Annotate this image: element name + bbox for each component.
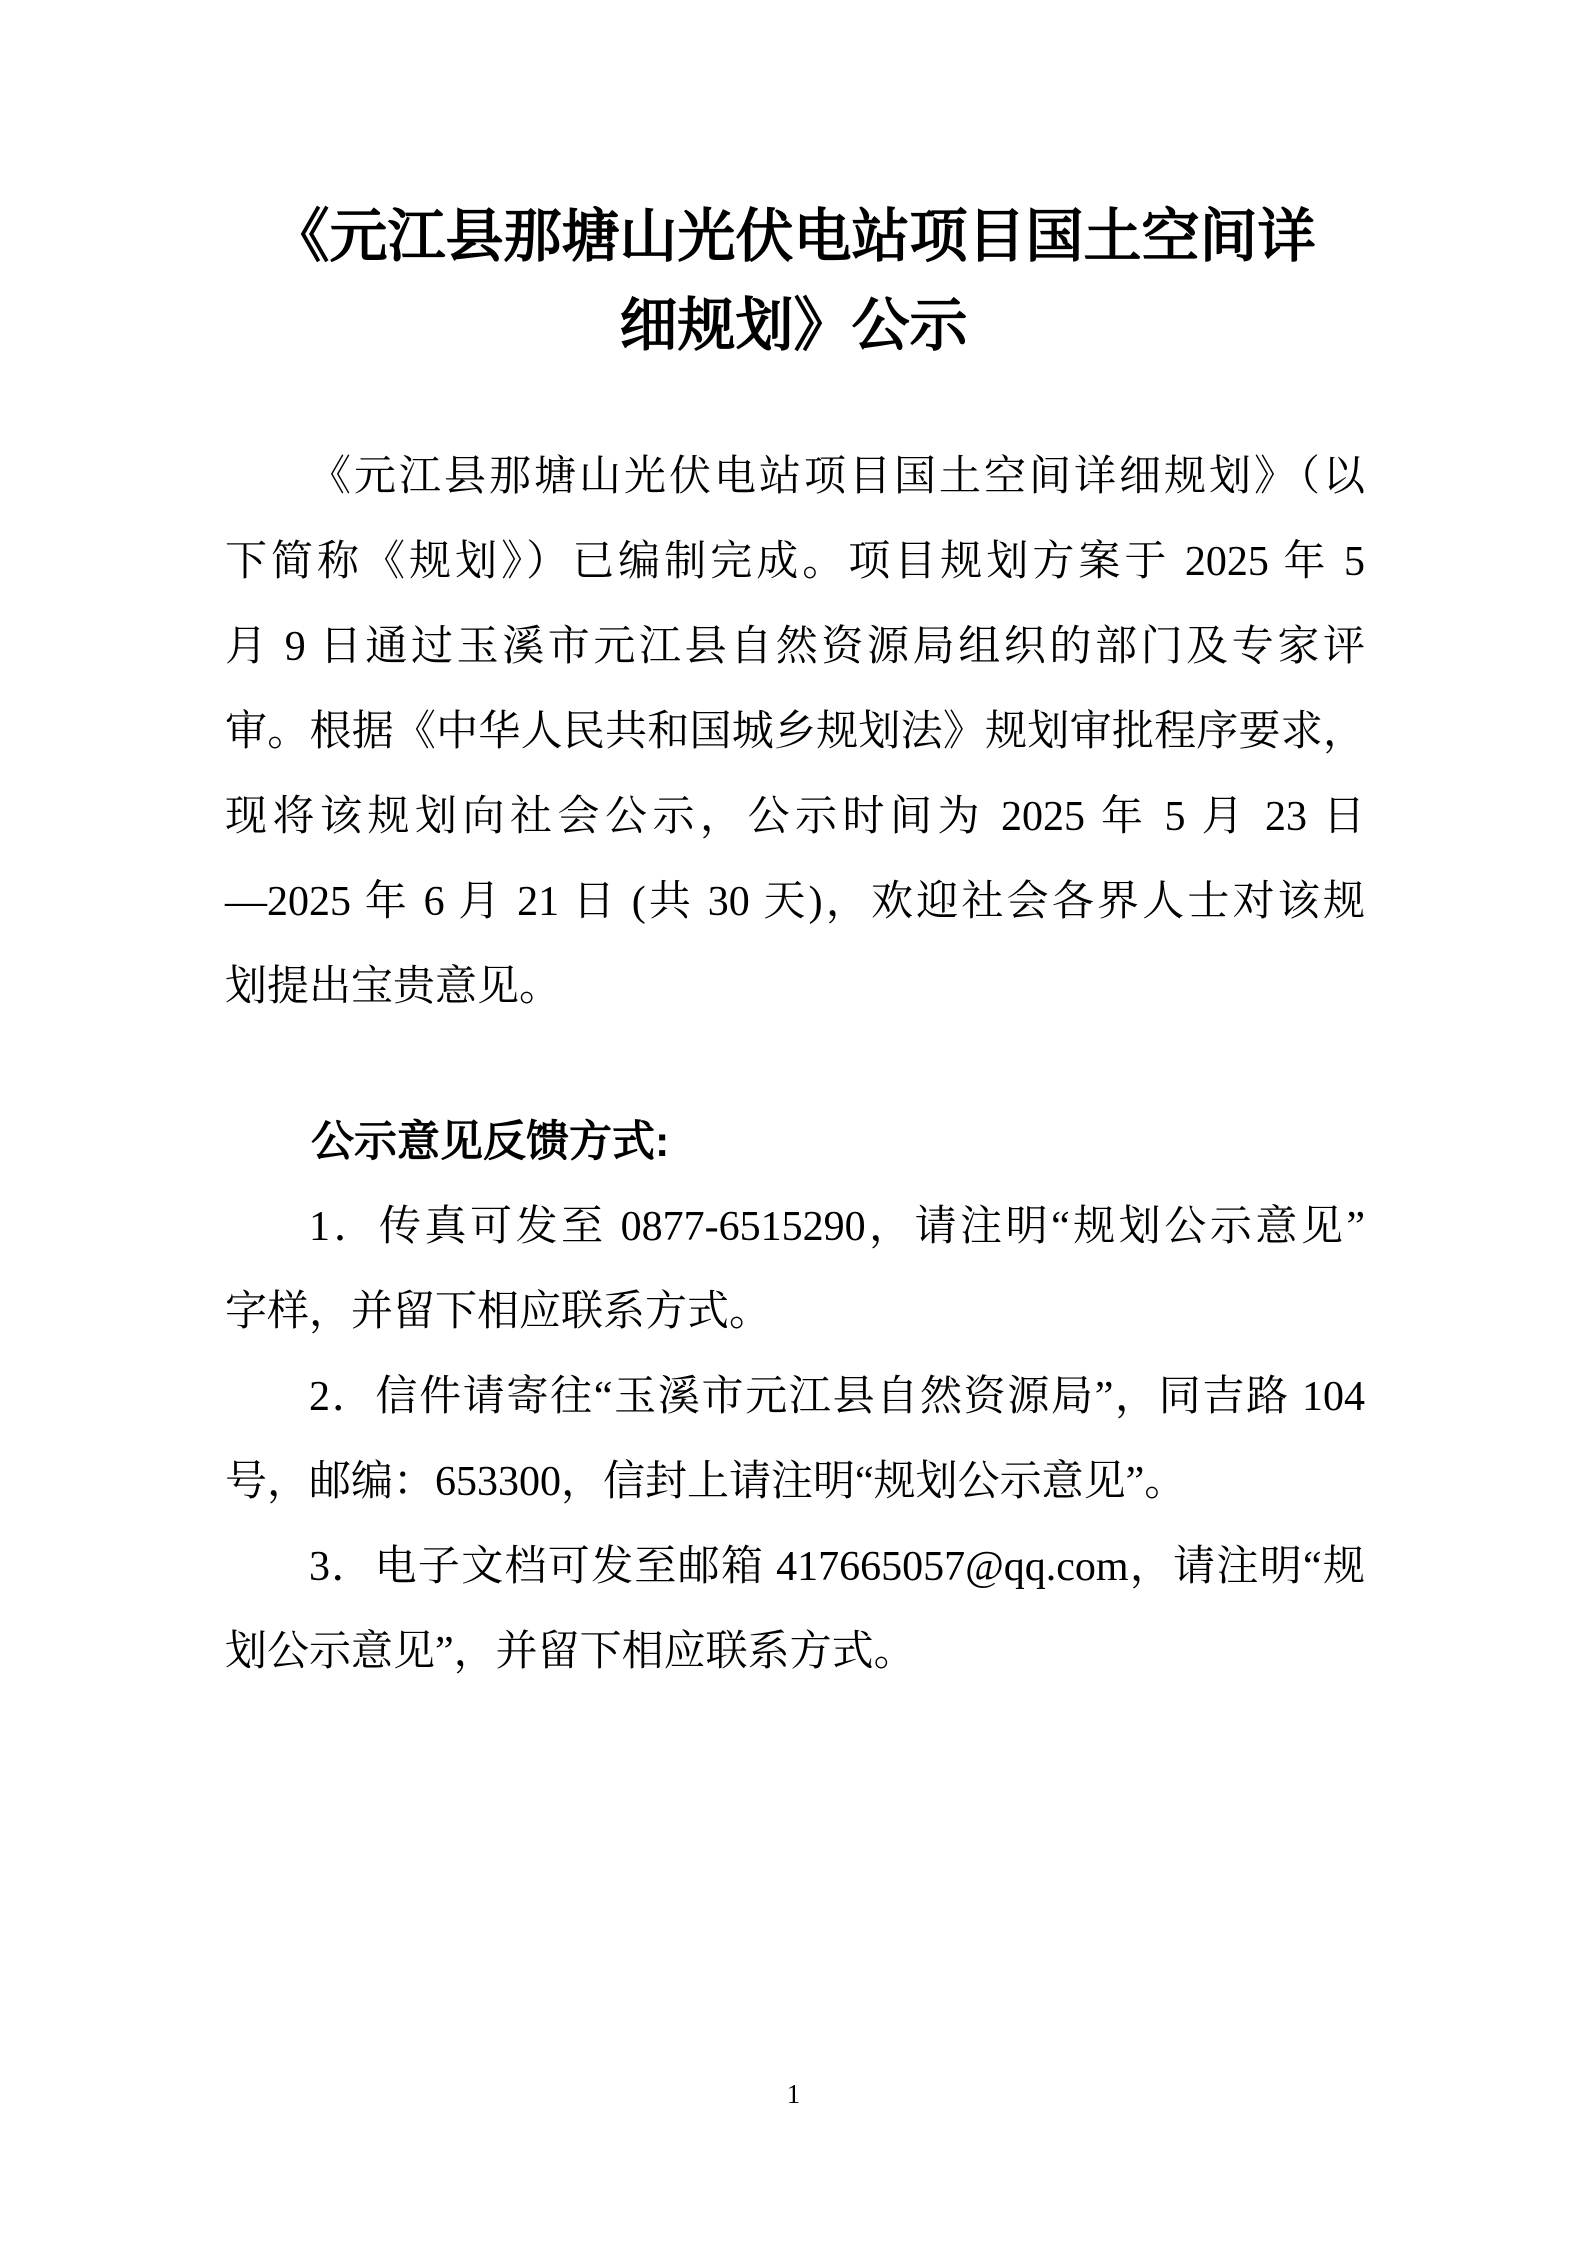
page-number: 1 [786,2079,801,2109]
page-title-line-1: 《元江县那塘山光伏电站项目国土空间详 [271,204,1316,269]
paragraph-line: 审。根据《中华人民共和国城乡规划法》规划审批程序要求， [225,709,1365,755]
paragraph-line: 月 9 日通过玉溪市元江县自然资源局组织的部门及专家评 [225,624,1365,670]
feedback-item-mail [225,1355,1365,1525]
paragraph-line: —2025 年 6 月 21 日 (共 30 天)，欢迎社会各界人士对该规 [225,879,1365,925]
feedback-item-fax [225,1185,1365,1355]
intro-paragraph [225,435,1365,1030]
list-item-line: 号，邮编：653300，信封上请注明“规划公示意见”。 [225,1459,1187,1505]
list-item-line: 划公示意见”，并留下相应联系方式。 [225,1629,916,1675]
page-title [120,192,1467,370]
paragraph-line: 下简称《规划》）已编制完成。项目规划方案于 2025 年 5 [225,539,1365,585]
paragraph-line: 现将该规划向社会公示，公示时间为 2025 年 5 月 23 日 [225,794,1365,840]
list-item-line: 3．电子文档可发至邮箱 417665057@qq.com，请注明“规 [309,1544,1365,1590]
page-title-line-2: 细规划》公示 [619,293,968,358]
feedback-item-email [225,1525,1365,1695]
list-item-line: 字样，并留下相应联系方式。 [225,1289,772,1335]
feedback-methods-heading: 公示意见反馈方式: [311,1118,670,1166]
list-item-line: 1．传真可发至 0877-6515290，请注明“规划公示意见” [309,1204,1365,1250]
paragraph-line: 划提出宝贵意见。 [225,964,562,1010]
document-body [225,435,1365,1695]
list-item-line: 2．信件请寄往“玉溪市元江县自然资源局”，同吉路 104 [309,1374,1365,1420]
paragraph-line: 《元江县那塘山光伏电站项目国土空间详细规划》（以 [309,454,1365,500]
